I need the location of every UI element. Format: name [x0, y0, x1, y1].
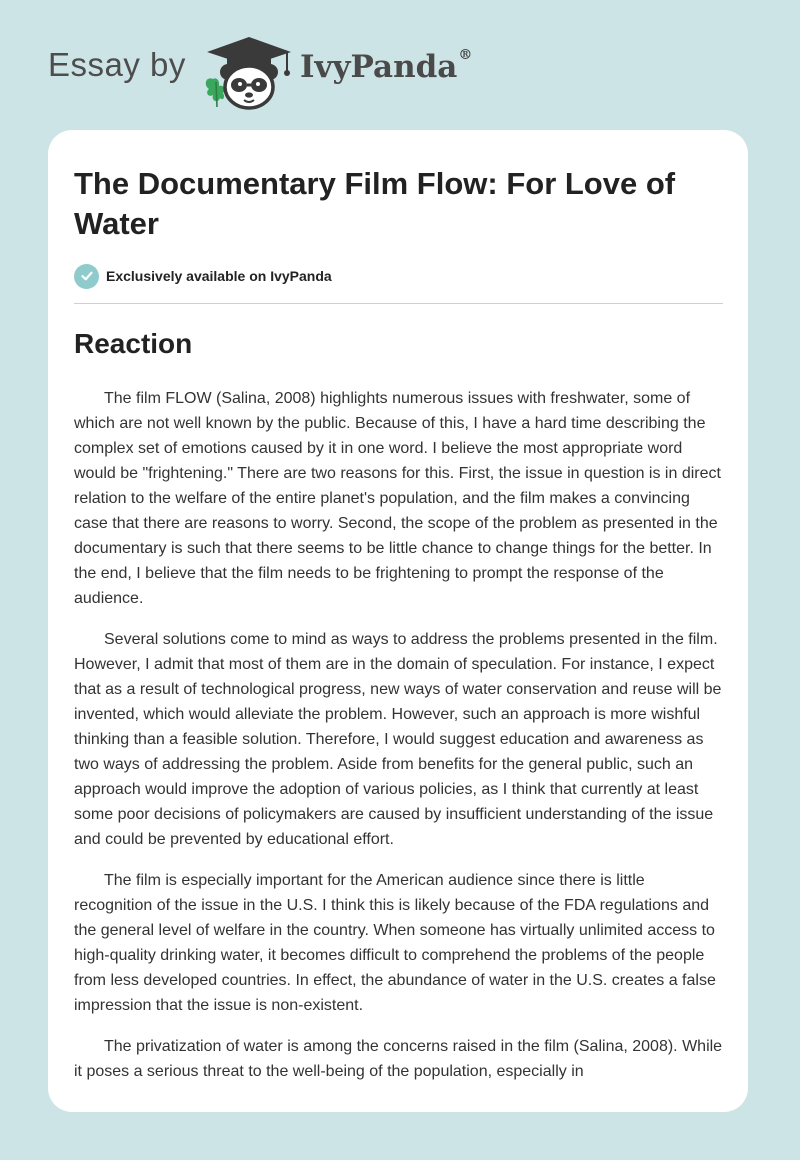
paragraph: The film FLOW (Salina, 2008) highlights numerous issues with freshwater, some of which are not well known by the public. Because of this, I have a hard time describing the complex set of emotions caused by it in one word. I believe the most appropriate word would be "frightening." There are two reasons for this. First, the issue in question is in direct relation to the welfare of the entire planet's population, and the film makes a convincing case that there are reasons to worry. Second, the scope of the problem as presented in the documentary is such that there seems to be little chance to change things for the better. In the end, I believe that the film needs to be frightening to prompt the response of the audience.: [74, 390, 721, 607]
title-divider: [74, 303, 723, 304]
exclusive-badge: [74, 263, 332, 289]
check-circle-icon: [74, 264, 99, 289]
paragraph: The film is especially important for the American audience since there is little recognition of the issue in the U.S. I think this is likely because of the FDA regulations and the general level of welfare in the country. When someone has virtually unlimited access to high-quality drinking water, it becomes difficult to comprehend the problems of the people from less developed countries. In effect, the abundance of water in the U.S. creates a false impression that the issue is non-existent.: [74, 872, 716, 1014]
essay-by-tagline: Essay by: [48, 46, 186, 83]
paragraph: Several solutions come to mind as ways to address the problems presented in the film. However, I admit that most of them are in the domain of speculation. For instance, I expect that as a result of technological progress, new ways of water conservation and reuse will be invented, which would alleviate the problem. However, such an approach is more wishful thinking than a feasible solution. Therefore, I would suggest education and awareness as two ways of addressing the problem. Aside from benefits for the general public, such an approach would improve the adoption of various policies, as I think that currently at least some poor decisions of policymakers are caused by insufficient understanding of the issue and could be prevented by educational effort.: [74, 631, 722, 848]
trademark-symbol: ®: [458, 47, 473, 63]
essay-card: [48, 130, 748, 1112]
exclusive-badge-label: Exclusively available on IvyPanda: [106, 268, 332, 284]
essay-body: [74, 386, 723, 1100]
panda-graduate-icon: [199, 35, 299, 111]
ivy-leaf-icon: [206, 78, 225, 107]
essay-title: The Documentary Film Flow: For Love of Water: [74, 166, 676, 241]
brand-label: IvyPanda: [300, 49, 458, 85]
brand-name[interactable]: [300, 47, 473, 85]
section-heading-reaction: Reaction: [74, 328, 193, 359]
site-header: [0, 0, 800, 130]
paragraph: The privatization of water is among the concerns raised in the film (Salina, 2008). While it poses a serious threat to the well-being of the population, especially in: [74, 1038, 723, 1080]
